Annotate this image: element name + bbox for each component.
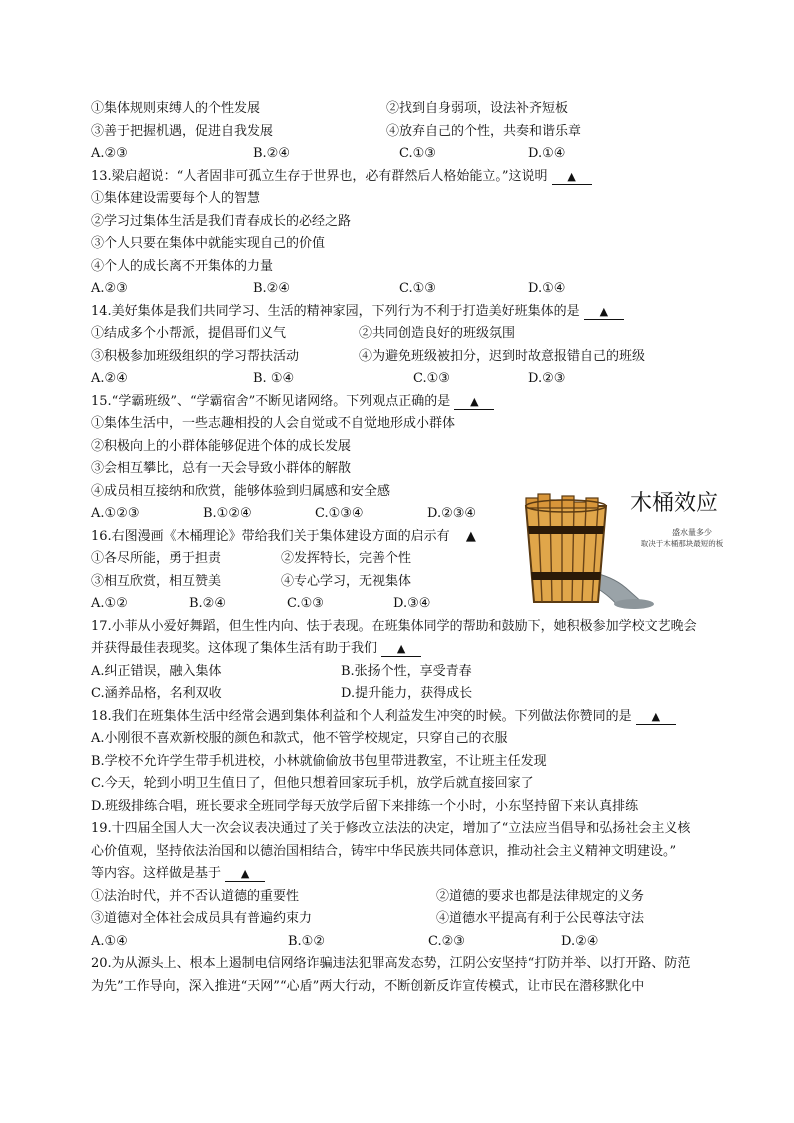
q19-option-2: ②道德的要求也都是法律规定的义务 — [436, 888, 645, 904]
q19-stem-line3 — [91, 863, 731, 886]
q17-option-d: D.提升能力，获得成长 — [341, 686, 473, 701]
bucket-illustration — [522, 476, 742, 611]
q13-stem — [91, 166, 731, 189]
q19-answer-blank: ▲ — [225, 866, 265, 882]
q15-stem — [91, 391, 731, 414]
q13-item-4: ④个人的成长离不开集体的力量 — [91, 258, 274, 274]
q17-option-c: C.涵养品格，名利双收 — [91, 686, 222, 701]
q19-answer-d: D.②④ — [561, 933, 599, 949]
q14-option-4: ④为避免班级被扣分，迟到时故意报错自己的班级 — [359, 348, 646, 364]
cartoon-title: 木桶效应 — [629, 491, 719, 516]
q12-option-1: ①集体规则束缚人的个性发展 — [91, 101, 261, 116]
q14-answer-a: A.②④ — [91, 371, 128, 386]
q19-option-4: ④道德水平提高有利于公民尊法守法 — [436, 911, 645, 926]
q14-stem — [91, 301, 731, 324]
q14-answer-b: B. ①④ — [253, 371, 295, 386]
q16-answer-a: A.①② — [91, 596, 128, 611]
q13-answers — [91, 278, 731, 301]
q14-option-1: ①结成多个小帮派，提倡哥们义气 — [91, 326, 287, 341]
q14-answer-blank: ▲ — [584, 304, 624, 320]
q16-option-3: ③相互欣赏，相互赞美 — [91, 573, 222, 589]
q16-stem-text: 16.右图漫画《木桶理论》带给我们关于集体建设方面的启示有 — [91, 528, 450, 544]
q18-option-c: C.今天，轮到小明卫生值日了，但他只想着回家玩手机，放学后就直接回家了 — [91, 776, 534, 791]
q19-option-3: ③道德对全体社会成员具有普遍约束力 — [91, 911, 313, 926]
q17-options-row2 — [91, 683, 731, 706]
q12-options-row1 — [91, 98, 731, 121]
q15-item-2: ②积极向上的小群体能够促进个体的成长发展 — [91, 438, 352, 454]
q19-option-1: ①法治时代，并不否认道德的重要性 — [91, 888, 300, 904]
q12-option-2: ②找到自身弱项，设法补齐短板 — [386, 101, 569, 116]
q12-answer-b: B.②④ — [253, 146, 290, 161]
q17-stem-text: 并获得最佳表现奖。这体现了集体生活有助于我们 — [91, 641, 378, 656]
q13-item-1: ①集体建设需要每个人的智慧 — [91, 191, 261, 206]
cartoon-caption-line2: 取决于木桶那块最短的板 — [640, 539, 724, 548]
q13-answer-a: A.②③ — [91, 281, 128, 296]
cartoon-caption-line1: 盛水量多少 — [672, 528, 712, 537]
q12-options-row2 — [91, 121, 731, 144]
q13-stem-text: 13.梁启超说：“人者固非可孤立生存于世界也，必有群然后人格始能立。”这说明 — [91, 168, 548, 184]
q16-answer-c: C.①③ — [287, 596, 324, 611]
q12-answer-c: C.①③ — [399, 146, 436, 161]
q12-answer-a: A.②③ — [91, 146, 128, 161]
q13-answer-blank: ▲ — [552, 169, 592, 185]
q13-item-3: ③个人只要在集体中就能实现自己的价值 — [91, 236, 326, 251]
q16-option-1: ①各尽所能，勇于担责 — [91, 551, 222, 566]
q15-answer-d: D.②③④ — [427, 506, 477, 521]
q13-answer-c: C.①③ — [399, 281, 436, 296]
q18-stem — [91, 706, 731, 729]
bucket-effect-cartoon — [522, 476, 742, 611]
q15-answer-b: B.①②④ — [203, 506, 252, 521]
q13-answer-b: B.②④ — [253, 281, 290, 296]
q19-stem-line1: 19.十四届全国人大一次会议表决通过了关于修改立法法的决定，增加了“立法应当倡导和弘扬社会主义核 — [91, 821, 691, 836]
q16-answer-b: B.②④ — [189, 596, 226, 611]
q12-option-4: ④放弃自己的个性，共奏和谐乐章 — [386, 123, 582, 139]
q19-answer-c: C.②③ — [428, 933, 465, 949]
q16-answer-blank: ▲ — [465, 528, 476, 544]
q19-options-row2 — [91, 908, 731, 931]
q19-stem-text: 等内容。这样做是基于 — [91, 866, 222, 881]
q17-option-b: B.张扬个性，享受青春 — [341, 663, 472, 679]
q18-answer-blank: ▲ — [636, 709, 676, 725]
q20-stem-line1: 20.为从源头上、根本上遏制电信网络诈骗违法犯罪高发态势，江阴公安坚持“打防并举、以打开路、防范 — [91, 956, 691, 971]
q14-answer-d: D.②③ — [528, 371, 566, 386]
q20-stem-line2: 为先”工作导向，深入推进“天网”“心盾”两大行动，不断创新反诈宣传模式，让市民在潜移默化中 — [91, 978, 645, 994]
q14-options-row1 — [91, 323, 731, 346]
q18-option-a: A.小刚很不喜欢新校服的颜色和款式，他不管学校规定，只穿自己的衣服 — [91, 731, 508, 746]
q14-option-2: ②共同创造良好的班级氛围 — [359, 326, 516, 341]
q17-stem-line2 — [91, 638, 731, 661]
q19-options-row1 — [91, 886, 731, 909]
q12-answer-d: D.①④ — [528, 146, 566, 161]
q18-stem-text: 18.我们在班集体生活中经常会遇到集体利益和个人利益发生冲突的时候。下列做法你赞同的是 — [91, 708, 632, 724]
q13-answer-d: D.①④ — [528, 281, 566, 296]
q16-answer-d: D.③④ — [393, 596, 431, 611]
q12-option-3: ③善于把握机遇，促进自我发展 — [91, 123, 274, 139]
q17-option-a: A.纠正错误，融入集体 — [91, 663, 222, 679]
q14-stem-text: 14.美好集体是我们共同学习、生活的精神家园，下列行为不利于打造美好班集体的是 — [91, 303, 580, 319]
q14-option-3: ③积极参加班级组织的学习帮扶活动 — [91, 348, 300, 364]
q15-answer-blank: ▲ — [454, 394, 494, 410]
q15-item-3: ③会相互攀比，总有一天会导致小群体的解散 — [91, 461, 352, 476]
q17-options-row1 — [91, 661, 731, 684]
q18-option-d: D.班级排练合唱，班长要求全班同学每天放学后留下来排练一个小时，小东坚持留下来认真排练 — [91, 798, 639, 814]
q15-stem-text: 15.“学霸班级”、“学霸宿舍”不断见诸网络。下列观点正确的是 — [91, 393, 451, 409]
water-puddle-icon — [614, 599, 654, 609]
q19-stem-line2: 心价值观，坚持依法治国和以德治国相结合，铸牢中华民族共同体意识，推动社会主义精神文明建设。” — [91, 843, 677, 859]
q16-option-4: ④专心学习，无视集体 — [281, 573, 412, 589]
q15-answer-a: A.①②③ — [91, 506, 140, 521]
q14-answers — [91, 368, 731, 391]
q19-answer-b: B.①② — [288, 933, 325, 949]
q15-item-4: ④成员相互接纳和欣赏，能够体验到归属感和安全感 — [91, 483, 391, 499]
q17-answer-blank: ▲ — [381, 641, 421, 657]
q19-answers — [91, 931, 731, 954]
q13-item-2: ②学习过集体生活是我们青春成长的必经之路 — [91, 213, 352, 229]
q16-option-2: ②发挥特长，完善个性 — [281, 551, 412, 566]
q18-option-b: B.学校不允许学生带手机进校，小林就偷偷放书包里带进教室，不让班主任发现 — [91, 753, 547, 769]
q12-answers — [91, 143, 731, 166]
q15-item-1: ①集体生活中，一些志趣相投的人会自觉或不自觉地形成小群体 — [91, 416, 456, 431]
q15-answer-c: C.①③④ — [315, 506, 364, 521]
q19-answer-a: A.①④ — [91, 933, 128, 949]
q14-options-row2 — [91, 346, 731, 369]
q17-stem-line1: 17.小菲从小爱好舞蹈，但生性内向、怯于表现。在班集体同学的帮助和鼓励下，她积极参加学校文艺晚会 — [91, 618, 697, 634]
q14-answer-c: C.①③ — [413, 371, 450, 386]
